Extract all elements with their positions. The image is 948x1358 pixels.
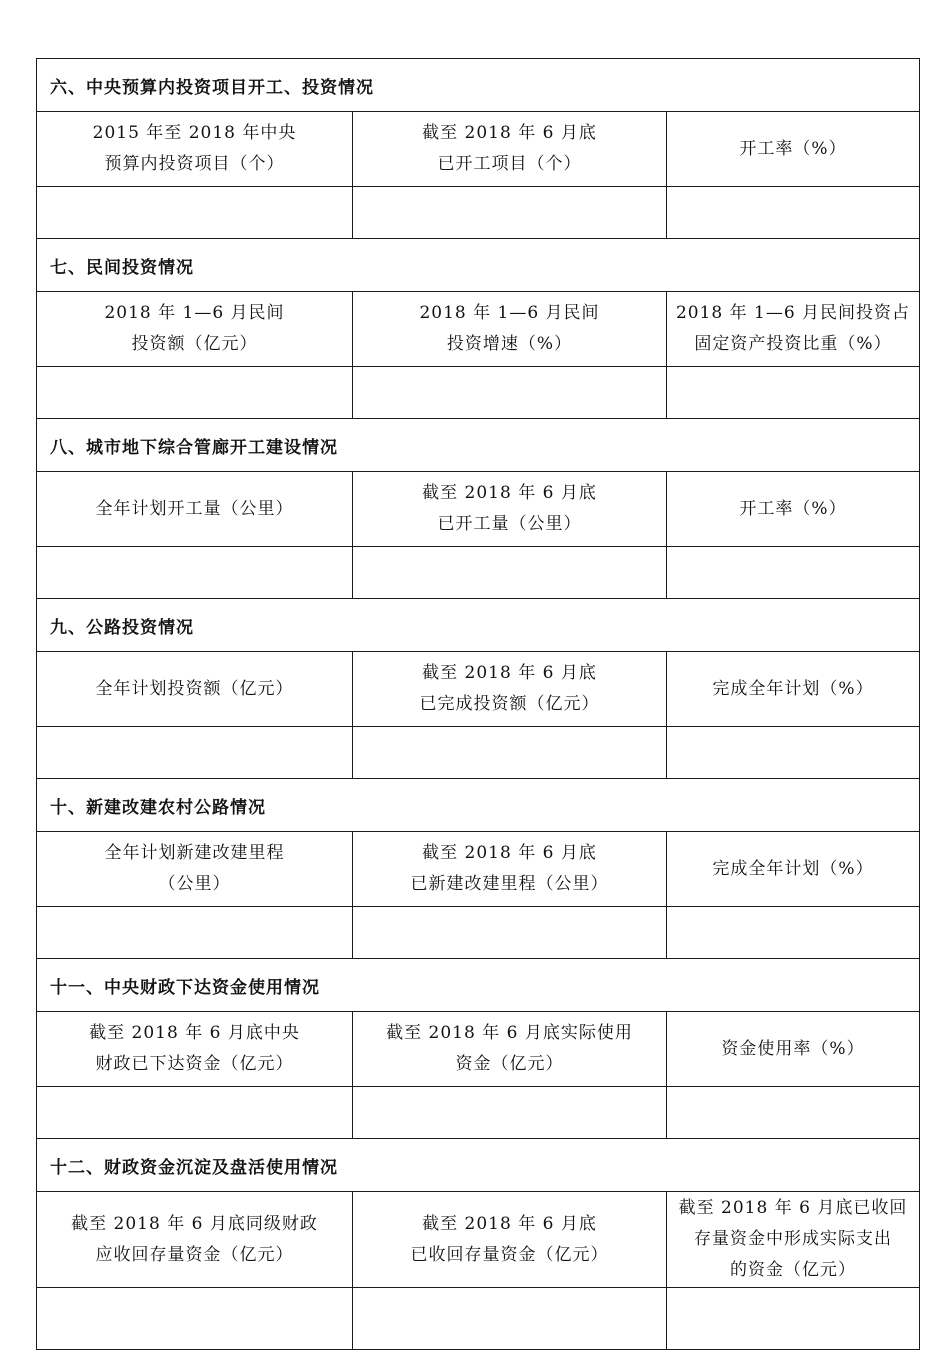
section-title-row [37, 599, 920, 652]
section-title-row [37, 239, 920, 292]
value-cell[interactable] [37, 1288, 353, 1350]
value-row [37, 727, 920, 779]
section-title: 十二、财政资金沉淀及盘活使用情况 [37, 1139, 920, 1192]
value-row [37, 907, 920, 959]
column-header-line: 已开工项目（个） [437, 154, 582, 174]
value-cell[interactable] [37, 547, 353, 599]
column-header-line: 已收回存量资金（亿元） [410, 1244, 609, 1265]
column-header [37, 1192, 353, 1288]
value-cell[interactable] [353, 907, 667, 959]
column-header-line: 全年计划新建改建里程 [104, 843, 285, 863]
section-title-row [37, 59, 920, 112]
column-header-line: 已开工量（公里） [437, 514, 582, 534]
column-header-line: 资金使用率（%） [721, 1038, 865, 1059]
column-header-line: 财政已下达资金（亿元） [95, 1054, 294, 1074]
column-header-line: 截至 2018 年 6 月底中央 [89, 1023, 300, 1043]
column-header-row [37, 652, 920, 727]
column-header-line: 截至 2018 年 6 月底 [422, 1213, 597, 1234]
value-cell[interactable] [667, 907, 920, 959]
value-cell[interactable] [667, 367, 920, 419]
value-cell[interactable] [667, 1087, 920, 1139]
column-header [667, 292, 920, 367]
column-header-line: 固定资产投资比重（%） [694, 334, 892, 354]
value-cell[interactable] [667, 727, 920, 779]
column-header-line: 截至 2018 年 6 月底同级财政 [71, 1213, 318, 1234]
column-header-line: 完成全年计划（%） [712, 858, 874, 879]
value-cell[interactable] [667, 187, 920, 239]
section-title: 十、新建改建农村公路情况 [37, 779, 920, 832]
value-cell[interactable] [353, 367, 667, 419]
column-header-line: 2018 年 1—6 月民间 [104, 303, 285, 323]
column-header-line: 2015 年至 2018 年中央 [92, 123, 297, 143]
section-title: 六、中央预算内投资项目开工、投资情况 [37, 59, 920, 112]
report-table [36, 58, 920, 1350]
column-header-line: 完成全年计划（%） [712, 678, 874, 699]
column-header-line: 截至 2018 年 6 月底 [422, 663, 597, 683]
value-cell[interactable] [353, 1288, 667, 1350]
column-header [353, 112, 667, 187]
value-cell[interactable] [37, 727, 353, 779]
column-header-row [37, 472, 920, 547]
column-header-row [37, 1192, 920, 1288]
column-header [667, 652, 920, 727]
column-header [37, 652, 353, 727]
section-title: 七、民间投资情况 [37, 239, 920, 292]
section-title: 九、公路投资情况 [37, 599, 920, 652]
section-title-row [37, 419, 920, 472]
section-title: 十一、中央财政下达资金使用情况 [37, 959, 920, 1012]
column-header-line: 全年计划投资额（亿元） [95, 678, 294, 699]
value-cell[interactable] [353, 547, 667, 599]
column-header [667, 472, 920, 547]
column-header [37, 832, 353, 907]
column-header-line: 开工率（%） [739, 138, 847, 159]
column-header-line: 资金（亿元） [455, 1054, 564, 1074]
column-header-line: 已完成投资额（亿元） [419, 694, 600, 714]
value-row [37, 547, 920, 599]
value-cell[interactable] [37, 187, 353, 239]
section-title-row [37, 1139, 920, 1192]
column-header-line: 应收回存量资金（亿元） [95, 1244, 294, 1265]
value-cell[interactable] [353, 1087, 667, 1139]
value-cell[interactable] [37, 907, 353, 959]
section-title-row [37, 779, 920, 832]
column-header-line: 2018 年 1—6 月民间 [419, 303, 600, 323]
column-header-row [37, 292, 920, 367]
column-header-line: 投资增速（%） [446, 334, 573, 354]
value-cell[interactable] [353, 187, 667, 239]
value-row [37, 1087, 920, 1139]
column-header-line: 2018 年 1—6 月民间投资占 [675, 303, 911, 323]
column-header [667, 112, 920, 187]
column-header [667, 1012, 920, 1087]
column-header [667, 1192, 920, 1288]
column-header-line: （公里） [158, 874, 231, 894]
column-header-row [37, 832, 920, 907]
column-header-line: 全年计划开工量（公里） [95, 498, 294, 519]
column-header [667, 832, 920, 907]
value-cell[interactable] [37, 367, 353, 419]
column-header [353, 472, 667, 547]
column-header-line: 截至 2018 年 6 月底 [422, 483, 597, 503]
value-row [37, 1288, 920, 1350]
column-header-line: 截至 2018 年 6 月底 [422, 843, 597, 863]
column-header [353, 832, 667, 907]
section-title: 八、城市地下综合管廊开工建设情况 [37, 419, 920, 472]
column-header-line: 截至 2018 年 6 月底实际使用 [386, 1023, 633, 1043]
column-header [353, 1192, 667, 1288]
value-cell[interactable] [667, 547, 920, 599]
column-header-line: 已新建改建里程（公里） [410, 874, 609, 894]
column-header [353, 1012, 667, 1087]
column-header-line: 的资金（亿元） [730, 1260, 856, 1280]
column-header-line: 预算内投资项目（个） [104, 154, 285, 174]
column-header-line: 截至 2018 年 6 月底已收回 [678, 1198, 908, 1218]
value-cell[interactable] [353, 727, 667, 779]
value-cell[interactable] [37, 1087, 353, 1139]
column-header-line: 存量资金中形成实际支出 [694, 1229, 892, 1249]
value-row [37, 187, 920, 239]
column-header [353, 652, 667, 727]
column-header-line: 开工率（%） [739, 498, 847, 519]
column-header-line: 截至 2018 年 6 月底 [422, 123, 597, 143]
column-header-row [37, 1012, 920, 1087]
column-header [353, 292, 667, 367]
column-header [37, 112, 353, 187]
section-title-row [37, 959, 920, 1012]
value-cell[interactable] [667, 1288, 920, 1350]
column-header [37, 472, 353, 547]
column-header [37, 292, 353, 367]
column-header-line: 投资额（亿元） [131, 334, 258, 354]
value-row [37, 367, 920, 419]
column-header [37, 1012, 353, 1087]
column-header-row [37, 112, 920, 187]
